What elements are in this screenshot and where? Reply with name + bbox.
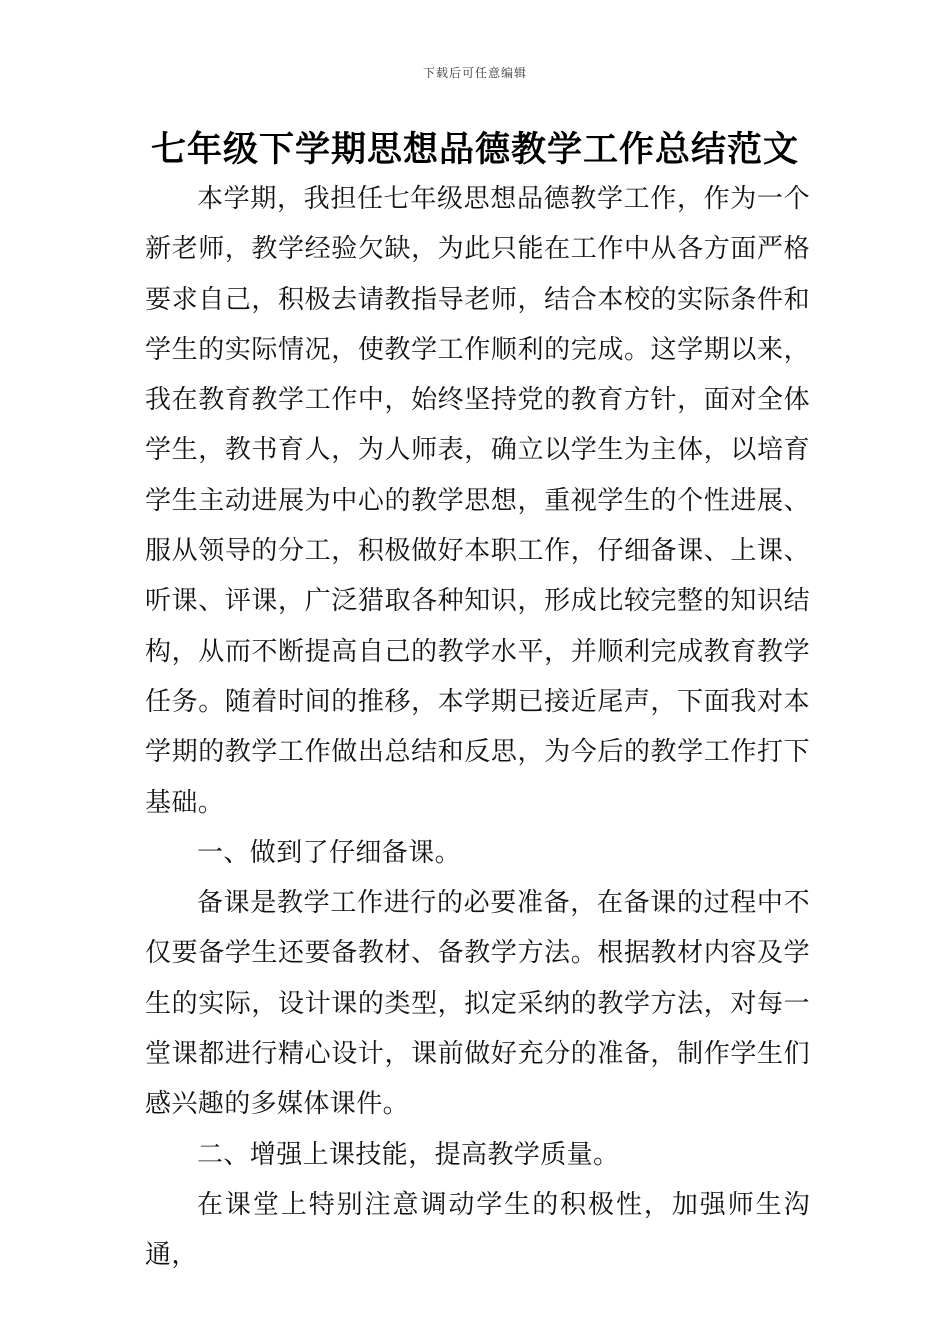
- paragraph-intro: 本学期，我担任七年级思想品德教学工作，作为一个新老师，教学经验欠缺，为此只能在工作中从各方面严格要求自己，积极去请教指导老师，结合本校的实际条件和学生的实际情况，使教学工作顺利的完成。这学期以来，我在教育教学工作中，始终坚持党的教育方针，面对全体学生，教书育人，为人师表，确立以学生为主体，以培育学生主动进展为中心的教学思想，重视学生的个性进展、服从领导的分工，积极做好本职工作，仔细备课、上课、听课、评课，广泛猎取各种知识，形成比较完整的知识结构，从而不断提高自己的教学水平，并顺利完成教育教学任务。随着时间的推移，本学期已接近尾声，下面我对本学期的教学工作做出总结和反思，为今后的教学工作打下基础。: [145, 184, 810, 818]
- document-title: 七年级下学期思想品德教学工作总结范文: [150, 130, 799, 170]
- paragraph-section-1: 备课是教学工作进行的必要准备，在备课的过程中不仅要备学生还要备教材、备教学方法。根据教材内容及学生的实际，设计课的类型，拟定采纳的教学方法，对每一堂课都进行精心设计，课前做好充分的准备，制作学生们感兴趣的多媒体课件。: [145, 888, 810, 1120]
- header-note: 下载后可任意编辑: [422, 66, 527, 80]
- paragraph-section-2: 在课堂上特别注意调动学生的积极性，加强师生沟通，: [145, 1189, 810, 1271]
- document-body: [145, 174, 810, 1281]
- section-heading-2: 二、增强上课技能，提高教学质量。: [197, 1139, 620, 1170]
- section-heading-1: 一、做到了仔细备课。: [197, 837, 462, 868]
